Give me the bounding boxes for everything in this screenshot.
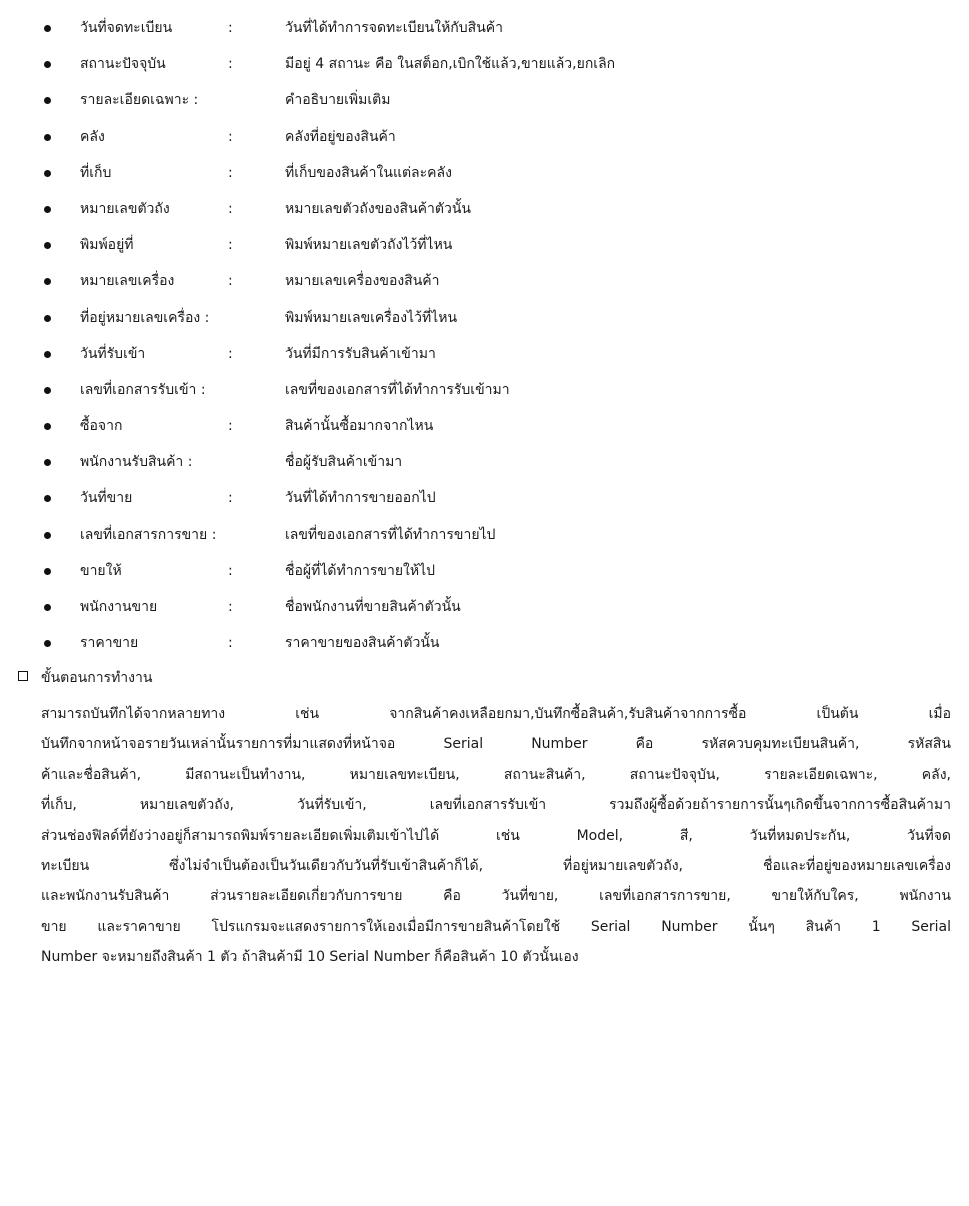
field-colon: : [228,490,233,507]
field-colon: : [228,345,233,362]
field-colon: : [228,56,233,73]
field-description: ที่เก็บของสินค้าในแต่ละคลัง [285,164,452,181]
list-item [40,596,940,632]
field-description: เลขที่ของเอกสารที่ได้ทำการรับเข้ามา [285,381,510,398]
list-item [40,415,940,451]
bullet-icon [44,25,51,32]
list-item [40,379,940,415]
field-description: มีอยู่ 4 สถานะ คือ ในสต็อก,เบิกใช้แล้ว,ขายแล้ว,ยกเลิก [285,56,616,73]
section-title: ขั้นตอนการทำงาน [41,670,153,686]
field-description: คลังที่อยู่ของสินค้า [285,128,396,145]
field-colon: : [228,20,233,36]
field-description: หมายเลขเครื่องของสินค้า [285,273,440,290]
field-description: เลขที่ของเอกสารที่ได้ทำการขายไป [285,526,496,543]
list-item [40,53,940,89]
field-name: พิมพ์อยู่ที่ [80,237,134,254]
list-item [40,198,940,234]
field-name: คลัง [80,128,105,145]
field-description: หมายเลขตัวถังของสินค้าตัวนั้น [285,200,471,217]
field-colon: : [228,128,233,145]
field-colon: : [228,635,233,652]
field-name: วันที่ขาย [80,490,133,507]
field-name: ซื้อจาก [80,418,123,435]
workflow-paragraph [41,699,951,973]
list-item [40,487,940,523]
field-colon: : [228,237,233,254]
field-colon: : [228,164,233,181]
section-header [18,667,953,695]
bullet-icon [44,640,51,647]
paragraph-line: ค้าและชื่อสินค้า, มีสถานะเป็นทำงาน, หมายเลขทะเบียน, สถานะสินค้า, สถานะปัจจุบัน, รายละเอียดเฉพาะ, คลัง, [41,766,951,783]
field-name: ที่เก็บ [80,164,112,181]
field-colon: : [228,599,233,615]
bullet-icon [44,170,51,177]
field-colon: : [228,200,233,217]
paragraph-line: ส่วนช่องฟิลด์ที่ยังว่างอยู่ก็สามารถพิมพ์รายละเอียดเพิ่มเติมเข้าไปได้ เช่น Model, สี, วันที่หมดประกัน, วันที่จด [41,827,951,844]
bullet-icon [44,134,51,141]
list-item [40,524,940,560]
paragraph-line: ขาย และราคาขาย โปรแกรมจะแสดงรายการให้เองเมื่อมีการขายสินค้าโดยใช้ Serial Number นั้นๆ สินค้า 1 Serial [41,918,951,935]
field-name: สถานะปัจจุบัน [80,56,166,73]
list-item [40,451,940,487]
field-colon: : [228,562,233,579]
field-colon: : [228,273,233,290]
field-description: ชื่อผู้รับสินค้าเข้ามา [285,454,403,471]
list-item [40,89,940,125]
field-description: คำอธิบายเพิ่มเติม [285,92,391,109]
field-name: ราคาขาย [80,635,139,652]
bullet-icon [44,387,51,394]
list-item [40,270,940,306]
bullet-icon [44,206,51,213]
list-item [40,234,940,270]
field-name: หมายเลขตัวถัง [80,200,170,217]
field-name: พนักงานขาย [80,599,158,615]
field-description: วันที่มีการรับสินค้าเข้ามา [285,345,436,362]
field-name: เลขที่เอกสารรับเข้า : [80,381,206,398]
field-name: หมายเลขเครื่อง [80,273,175,290]
field-description: วันที่ได้ทำการจดทะเบียนให้กับสินค้า [285,20,503,36]
list-item [40,17,940,53]
list-item [40,560,940,596]
paragraph-line: บันทึกจากหน้าจอรายวันเหล่านั้นรายการที่มาแสดงที่หน้าจอ Serial Number คือ รหัสควบคุมทะเบียนสินค้า, รหัสสิน [41,736,951,753]
paragraph-line: Number จะหมายถึงสินค้า 1 ตัว ถ้าสินค้ามี 10 Serial Number ก็คือสินค้า 10 ตัวนั้นเอง [41,949,579,966]
paragraph-line: ทะเบียน ซึ่งไม่จำเป็นต้องเป็นวันเดียวกับวันที่รับเข้าสินค้าก็ได้, ที่อยู่หมายเลขตัวถัง, ชื่อและที่อยู่ของหมายเลขเครื่อง [41,858,951,875]
list-item [40,162,940,198]
bullet-icon [44,351,51,358]
field-colon: : [228,418,233,435]
field-description: พิมพ์หมายเลขตัวถังไว้ที่ไหน [285,237,453,254]
field-description: สินค้านั้นซื้อมากจากไหน [285,418,434,435]
bullet-icon [44,278,51,285]
paragraph-line: สามารถบันทึกได้จากหลายทาง เช่น จากสินค้าคงเหลือยกมา,บันทึกซื้อสินค้า,รับสินค้าจากการซื้อ เป็นต้น เมื่อ [41,706,951,722]
bullet-icon [44,423,51,430]
paragraph-line: ที่เก็บ, หมายเลขตัวถัง, วันที่รับเข้า, เลขที่เอกสารรับเข้า รวมถึงผู้ซื้อด้วยถ้ารายการนั้นๆเกิดขึ้นจากการซื้อสินค้ามา [41,797,951,814]
list-item [40,632,940,668]
list-item [40,343,940,379]
checkbox-bullet-icon [18,671,28,681]
bullet-icon [44,495,51,502]
workflow-section [18,667,953,973]
paragraph-line: และพนักงานรับสินค้า ส่วนรายละเอียดเกี่ยวกับการขาย คือ วันที่ขาย, เลขที่เอกสารการขาย, ขายให้กับใคร, พนักงาน [41,888,951,905]
bullet-icon [44,459,51,466]
bullet-icon [44,604,51,611]
field-description: วันที่ได้ทำการขายออกไป [285,490,436,507]
field-name: ขายให้ [80,562,122,579]
field-name: ที่อยู่หมายเลขเครื่อง : [80,309,210,326]
field-description: ชื่อผู้ที่ได้ทำการขายให้ไป [285,562,436,579]
bullet-icon [44,97,51,104]
field-name: รายละเอียดเฉพาะ : [80,92,199,109]
bullet-icon [44,61,51,68]
list-item [40,307,940,343]
bullet-icon [44,315,51,322]
field-description: ราคาขายของสินค้าตัวนั้น [285,635,440,652]
field-description: พิมพ์หมายเลขเครื่องไว้ที่ไหน [285,309,458,326]
field-name: วันที่รับเข้า [80,345,146,362]
list-item [40,126,940,162]
bullet-icon [44,568,51,575]
field-name: วันที่จดทะเบียน [80,20,173,36]
field-description: ชื่อพนักงานที่ขายสินค้าตัวนั้น [285,599,461,615]
bullet-icon [44,532,51,539]
field-definition-list [40,17,940,668]
field-name: เลขที่เอกสารการขาย : [80,526,217,543]
bullet-icon [44,242,51,249]
field-name: พนักงานรับสินค้า : [80,454,193,471]
